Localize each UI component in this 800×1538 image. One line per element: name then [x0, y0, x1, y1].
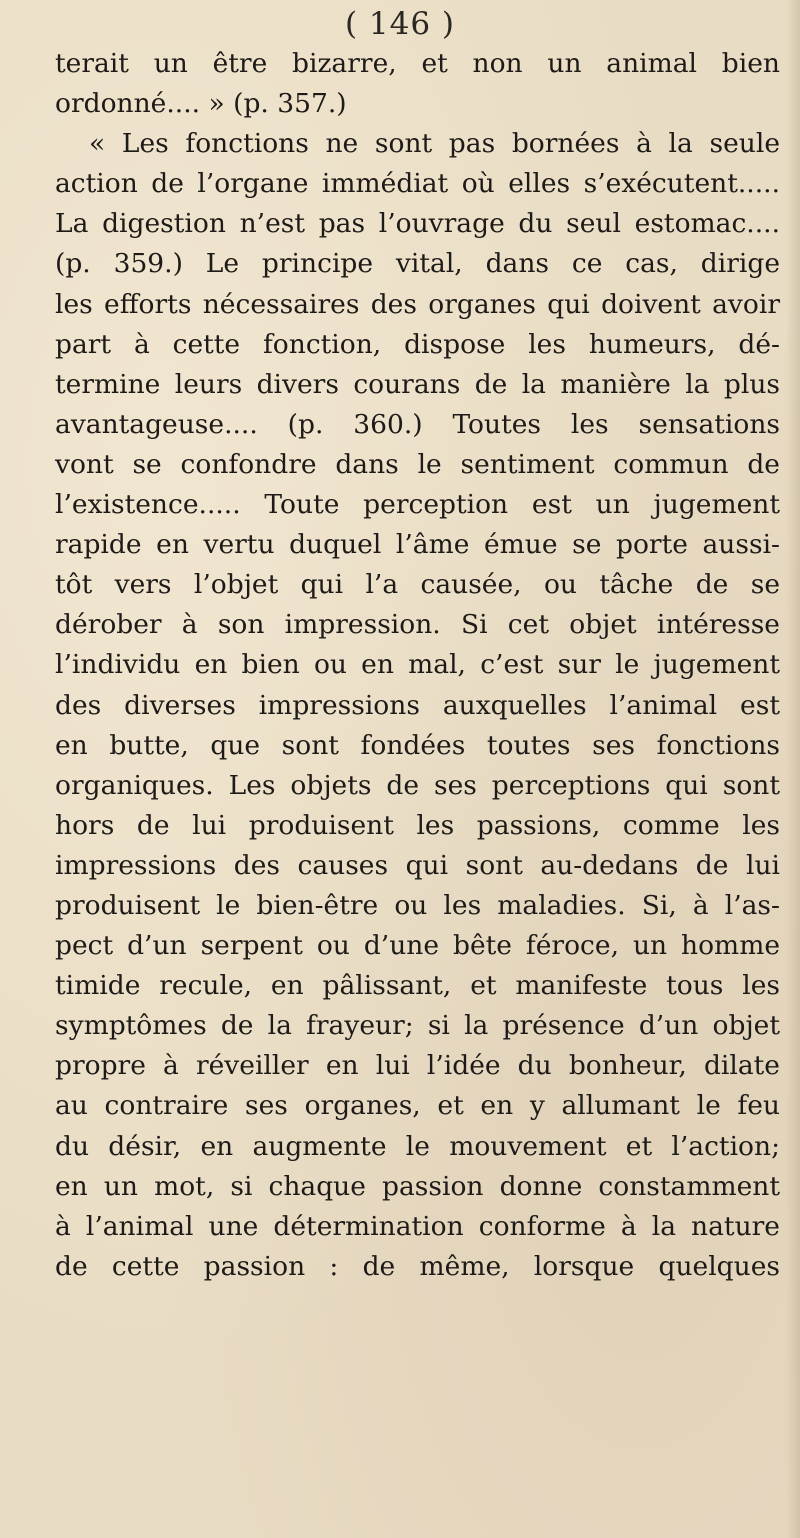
text-line: l’existence..... Toute perception est un jugement — [55, 489, 780, 521]
text-line: rapide en vertu duquel l’âme émue se porte aussi- — [55, 529, 780, 561]
text-line: organiques. Les objets de ses perceptions qui sont — [55, 769, 780, 801]
text-line: l’individu en bien ou en mal, c’est sur le jugement — [55, 649, 780, 681]
text-line: termine leurs divers courans de la manière la plus — [55, 368, 780, 400]
text-line: vont se confondre dans le sentiment commun de — [55, 448, 780, 480]
text-line: à l’animal une détermination conforme à la nature — [55, 1210, 780, 1242]
page-edge-shadow — [786, 0, 800, 1538]
text-line: au contraire ses organes, et en y allumant le feu — [55, 1090, 780, 1122]
text-line: en un mot, si chaque passion donne constamment — [55, 1170, 780, 1202]
text-line: avantageuse.... (p. 360.) Toutes les sensations — [55, 408, 780, 440]
text-line: symptômes de la frayeur; si la présence d’un objet — [55, 1010, 780, 1042]
text-line: ordonné.... » (p. 357.) — [55, 88, 347, 120]
text-line: propre à réveiller en lui l’idée du bonheur, dilate — [55, 1050, 780, 1082]
text-line: produisent le bien-être ou les maladies. Si, à l’as- — [55, 889, 780, 921]
text-line: action de l’organe immédiat où elles s’exécutent..... — [55, 168, 780, 200]
text-line: hors de lui produisent les passions, comme les — [55, 809, 780, 841]
text-line: « Les fonctions ne sont pas bornées à la seule — [89, 128, 780, 160]
body-text — [55, 44, 780, 1287]
text-line: les efforts nécessaires des organes qui doivent avoir — [55, 288, 780, 320]
text-line: du désir, en augmente le mouvement et l’action; — [55, 1130, 780, 1162]
text-line: tôt vers l’objet qui l’a causée, ou tâche de se — [55, 569, 780, 601]
text-line: (p. 359.) Le principe vital, dans ce cas, dirige — [55, 248, 780, 280]
text-line: de cette passion : de même, lorsque quelques — [55, 1250, 780, 1282]
text-line: La digestion n’est pas l’ouvrage du seul estomac.... — [55, 208, 780, 240]
text-line: en butte, que sont fondées toutes ses fonctions — [55, 729, 780, 761]
text-line: impressions des causes qui sont au-dedans de lui — [55, 849, 780, 881]
text-line: terait un être bizarre, et non un animal bien — [55, 48, 780, 79]
text-line: dérober à son impression. Si cet objet intéresse — [55, 609, 780, 641]
text-line: part à cette fonction, dispose les humeurs, dé- — [55, 328, 780, 360]
text-line: des diverses impressions auxquelles l’animal est — [55, 689, 780, 721]
text-line: pect d’un serpent ou d’une bête féroce, un homme — [55, 930, 780, 962]
page-number: ( 146 ) — [344, 6, 456, 42]
text-line: timide recule, en pâlissant, et manifeste tous les — [55, 970, 780, 1002]
